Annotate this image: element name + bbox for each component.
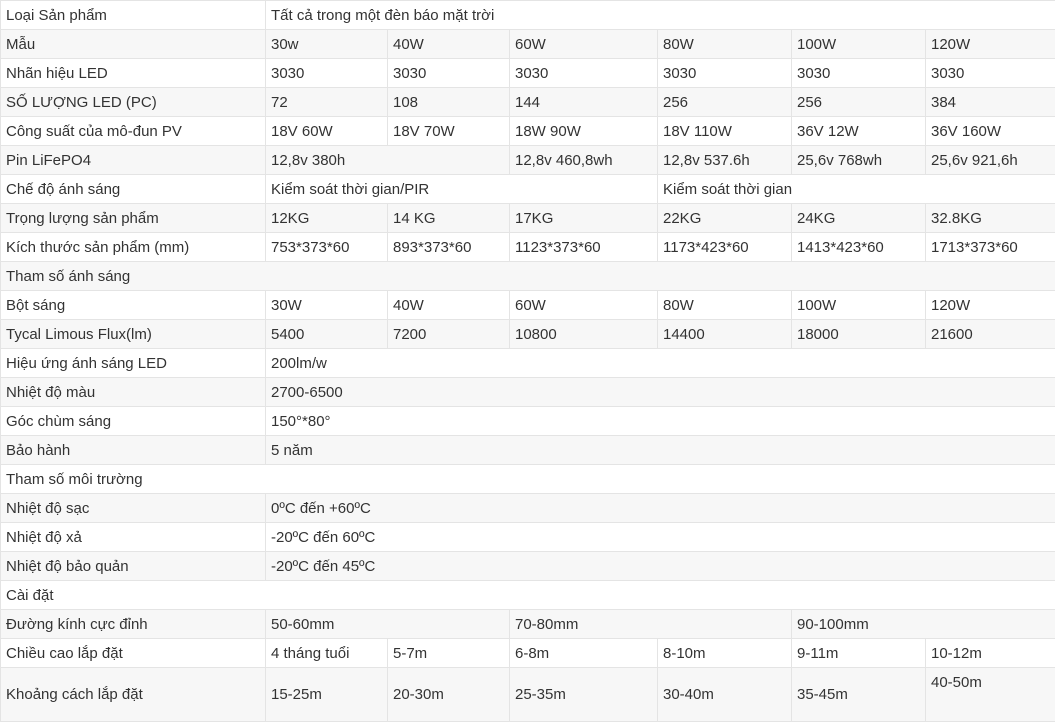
cell: 3030 xyxy=(510,59,658,88)
row-label: Nhiệt độ xả xyxy=(1,523,266,552)
cell: 30-40m xyxy=(658,668,792,722)
cell: 14 KG xyxy=(388,204,510,233)
cell: 25,6v 768wh xyxy=(792,146,926,175)
cell: 18V 110W xyxy=(658,117,792,146)
row-label: Chế độ ánh sáng xyxy=(1,175,266,204)
cell: 384 xyxy=(926,88,1055,117)
row-pole-diameter xyxy=(1,610,1055,639)
cell: 25,6v 921,6h xyxy=(926,146,1055,175)
cell: 5-7m xyxy=(388,639,510,668)
cell: 5400 xyxy=(266,320,388,349)
cell: 7200 xyxy=(388,320,510,349)
row-beam-angle xyxy=(1,407,1055,436)
cell: 32.8KG xyxy=(926,204,1055,233)
cell: Kiểm soát thời gian/PIR xyxy=(266,175,658,204)
cell: 3030 xyxy=(388,59,510,88)
row-label: Nhiệt độ màu xyxy=(1,378,266,407)
row-install-height xyxy=(1,639,1055,668)
cell: 3030 xyxy=(658,59,792,88)
cell: 36V 160W xyxy=(926,117,1055,146)
row-light-power xyxy=(1,291,1055,320)
cell: 10800 xyxy=(510,320,658,349)
cell: 3030 xyxy=(792,59,926,88)
row-value: -20ºC đến 60ºC xyxy=(266,523,1055,552)
cell: 1173*423*60 xyxy=(658,233,792,262)
cell: 70-80mm xyxy=(510,610,792,639)
cell: 22KG xyxy=(658,204,792,233)
cell: 256 xyxy=(792,88,926,117)
row-label: Nhiệt độ sạc xyxy=(1,494,266,523)
cell: 14400 xyxy=(658,320,792,349)
cell: 21600 xyxy=(926,320,1055,349)
row-label: Nhiệt độ bảo quản xyxy=(1,552,266,581)
cell: 108 xyxy=(388,88,510,117)
cell: 25-35m xyxy=(510,668,658,722)
cell: 40W xyxy=(388,291,510,320)
cell: 18V 60W xyxy=(266,117,388,146)
row-label: Hiệu ứng ánh sáng LED xyxy=(1,349,266,378)
row-color-temp xyxy=(1,378,1055,407)
row-model xyxy=(1,30,1055,59)
cell: 256 xyxy=(658,88,792,117)
row-label: SỐ LƯỢNG LED (PC) xyxy=(1,88,266,117)
cell: 15-25m xyxy=(266,668,388,722)
cell: 8-10m xyxy=(658,639,792,668)
cell: 12,8v 537.6h xyxy=(658,146,792,175)
cell: Kiểm soát thời gian xyxy=(658,175,1055,204)
section-installation xyxy=(1,581,1055,610)
cell: 20-30m xyxy=(388,668,510,722)
cell: 1413*423*60 xyxy=(792,233,926,262)
cell: 120W xyxy=(926,30,1055,59)
row-battery xyxy=(1,146,1055,175)
cell: 60W xyxy=(510,291,658,320)
row-label: Trọng lượng sản phẩm xyxy=(1,204,266,233)
cell: 120W xyxy=(926,291,1055,320)
row-label: Loại Sản phẩm xyxy=(1,1,266,30)
row-label: Bảo hành xyxy=(1,436,266,465)
cell: 90-100mm xyxy=(792,610,1055,639)
row-label: Mẫu xyxy=(1,30,266,59)
row-label: Công suất của mô-đun PV xyxy=(1,117,266,146)
cell: 35-45m xyxy=(792,668,926,722)
row-discharge-temp xyxy=(1,523,1055,552)
cell: 72 xyxy=(266,88,388,117)
cell: 18V 70W xyxy=(388,117,510,146)
cell: 9-11m xyxy=(792,639,926,668)
section-title: Tham số ánh sáng xyxy=(1,262,1055,291)
row-led-efficacy xyxy=(1,349,1055,378)
section-title: Cài đặt xyxy=(1,581,1055,610)
section-light-parameters xyxy=(1,262,1055,291)
row-value: 5 năm xyxy=(266,436,1055,465)
cell: 36V 12W xyxy=(792,117,926,146)
row-pv-module-power xyxy=(1,117,1055,146)
row-value: 150°*80° xyxy=(266,407,1055,436)
cell: 1713*373*60 xyxy=(926,233,1055,262)
cell: 3030 xyxy=(926,59,1055,88)
cell: 40W xyxy=(388,30,510,59)
cell: 3030 xyxy=(266,59,388,88)
cell: 80W xyxy=(658,291,792,320)
row-value: 2700-6500 xyxy=(266,378,1055,407)
row-label: Tycal Limous Flux(lm) xyxy=(1,320,266,349)
row-weight xyxy=(1,204,1055,233)
row-value: -20ºC đến 45ºC xyxy=(266,552,1055,581)
row-label: Khoảng cách lắp đặt xyxy=(1,668,266,722)
row-led-brand xyxy=(1,59,1055,88)
cell: 100W xyxy=(792,291,926,320)
row-charge-temp xyxy=(1,494,1055,523)
cell: 30w xyxy=(266,30,388,59)
cell: 144 xyxy=(510,88,658,117)
row-label: Chiều cao lắp đặt xyxy=(1,639,266,668)
cell: 100W xyxy=(792,30,926,59)
cell: 18000 xyxy=(792,320,926,349)
cell: 893*373*60 xyxy=(388,233,510,262)
row-label: Bột sáng xyxy=(1,291,266,320)
row-label: Góc chùm sáng xyxy=(1,407,266,436)
cell: 12KG xyxy=(266,204,388,233)
row-led-count xyxy=(1,88,1055,117)
row-light-mode xyxy=(1,175,1055,204)
cell: 24KG xyxy=(792,204,926,233)
cell: 40-50m xyxy=(926,668,1055,722)
cell: 18W 90W xyxy=(510,117,658,146)
cell: 4 tháng tuổi xyxy=(266,639,388,668)
row-value: 200lm/w xyxy=(266,349,1055,378)
row-luminous-flux xyxy=(1,320,1055,349)
row-label: Kích thước sản phẩm (mm) xyxy=(1,233,266,262)
cell: 50-60mm xyxy=(266,610,510,639)
row-value: 0ºC đến +60ºC xyxy=(266,494,1055,523)
row-warranty xyxy=(1,436,1055,465)
cell: 10-12m xyxy=(926,639,1055,668)
cell: 17KG xyxy=(510,204,658,233)
row-storage-temp xyxy=(1,552,1055,581)
row-dimensions xyxy=(1,233,1055,262)
row-value: Tất cả trong một đèn báo mặt trời xyxy=(266,1,1055,30)
cell: 753*373*60 xyxy=(266,233,388,262)
section-title: Tham số môi trường xyxy=(1,465,1055,494)
cell: 30W xyxy=(266,291,388,320)
row-label: Đường kính cực đỉnh xyxy=(1,610,266,639)
cell: 1123*373*60 xyxy=(510,233,658,262)
row-install-spacing xyxy=(1,668,1055,722)
row-label: Pin LiFePO4 xyxy=(1,146,266,175)
cell: 60W xyxy=(510,30,658,59)
row-product-type xyxy=(1,1,1055,30)
row-label: Nhãn hiệu LED xyxy=(1,59,266,88)
cell: 80W xyxy=(658,30,792,59)
cell: 6-8m xyxy=(510,639,658,668)
section-environment-parameters xyxy=(1,465,1055,494)
cell: 12,8v 380h xyxy=(266,146,510,175)
cell: 12,8v 460,8wh xyxy=(510,146,658,175)
